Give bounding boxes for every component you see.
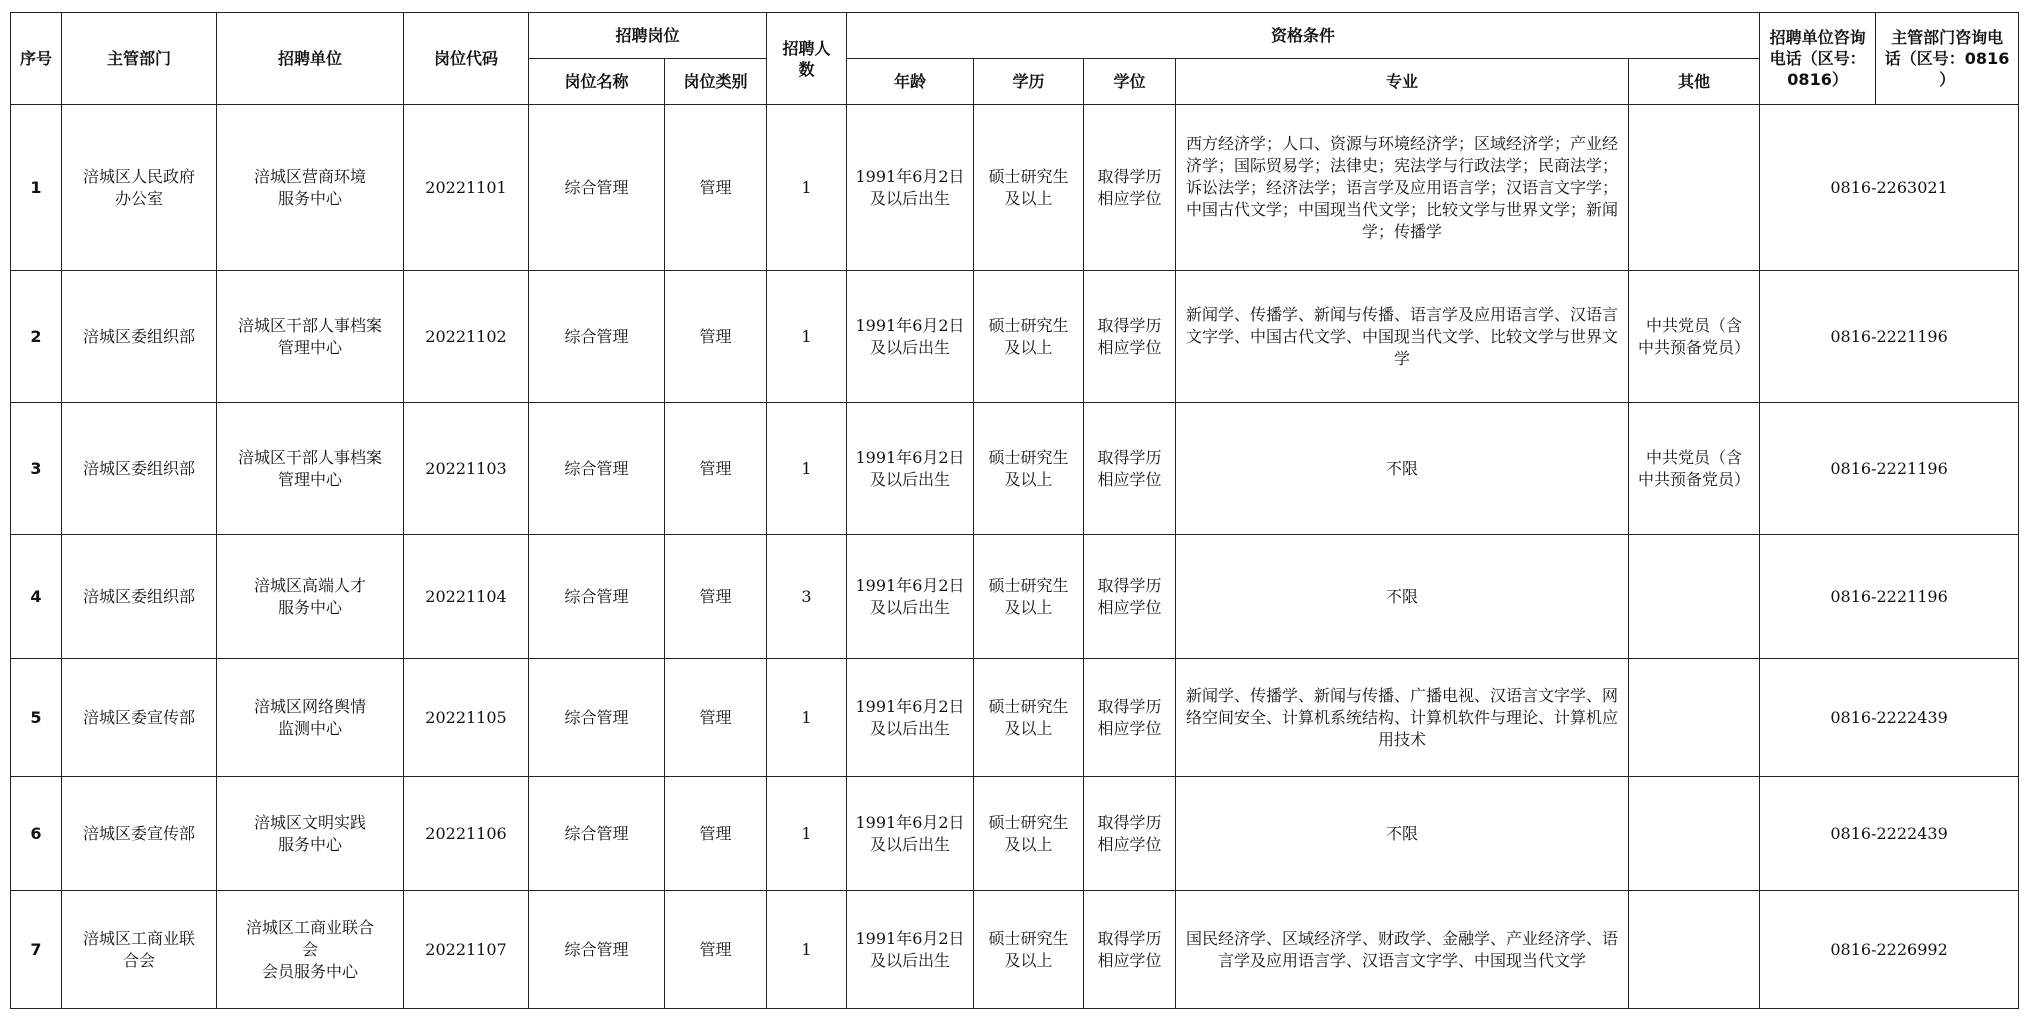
cell-major: 西方经济学；人口、资源与环境经济学；区域经济学；产业经济学；国际贸易学；法律史；宪法学与行政法学；民商法学；诉讼法学；经济法学；语言学及应用语言学；汉语言文字学；中国古代文学；中国现当代文学；比较文学与世界文学；新闻学；传播学 <box>1176 105 1629 271</box>
cell-edu: 硕士研究生 及以上 <box>974 777 1084 891</box>
cell-degree: 取得学历 相应学位 <box>1084 403 1176 535</box>
cell-code: 20221101 <box>404 105 529 271</box>
cell-other <box>1629 777 1760 891</box>
cell-unit: 涪城区营商环境 服务中心 <box>217 105 404 271</box>
cell-dept: 涪城区工商业联 合会 <box>62 891 217 1009</box>
cell-other <box>1629 535 1760 659</box>
cell-phone: 0816-2221196 <box>1760 535 2019 659</box>
cell-age: 1991年6月2日 及以后出生 <box>847 535 974 659</box>
cell-age: 1991年6月2日 及以后出生 <box>847 777 974 891</box>
cell-count: 3 <box>767 535 847 659</box>
cell-major: 不限 <box>1176 535 1629 659</box>
cell-code: 20221102 <box>404 271 529 403</box>
cell-seq: 7 <box>11 891 62 1009</box>
cell-post-type: 管理 <box>665 777 767 891</box>
cell-age: 1991年6月2日 及以后出生 <box>847 403 974 535</box>
table-row <box>11 271 2019 403</box>
cell-post-name: 综合管理 <box>529 659 665 777</box>
table-row <box>11 891 2019 1009</box>
cell-major: 新闻学、传播学、新闻与传播、广播电视、汉语言文字学、网络空间安全、计算机系统结构、计算机软件与理论、计算机应用技术 <box>1176 659 1629 777</box>
cell-degree: 取得学历 相应学位 <box>1084 777 1176 891</box>
header-post-name: 岗位名称 <box>529 59 665 105</box>
cell-degree: 取得学历 相应学位 <box>1084 105 1176 271</box>
cell-phone: 0816-2222439 <box>1760 659 2019 777</box>
cell-degree: 取得学历 相应学位 <box>1084 535 1176 659</box>
header-code: 岗位代码 <box>404 13 529 105</box>
cell-major: 不限 <box>1176 777 1629 891</box>
cell-post-type: 管理 <box>665 271 767 403</box>
cell-code: 20221103 <box>404 403 529 535</box>
cell-age: 1991年6月2日 及以后出生 <box>847 105 974 271</box>
cell-phone: 0816-2226992 <box>1760 891 2019 1009</box>
recruitment-table <box>10 12 2019 1009</box>
cell-post-name: 综合管理 <box>529 403 665 535</box>
cell-phone: 0816-2221196 <box>1760 271 2019 403</box>
header-dept-phone: 主管部门咨询电 话（区号：0816 ） <box>1876 13 2019 105</box>
header-degree: 学位 <box>1084 59 1176 105</box>
table-row <box>11 403 2019 535</box>
header-other: 其他 <box>1629 59 1760 105</box>
cell-seq: 5 <box>11 659 62 777</box>
cell-post-name: 综合管理 <box>529 891 665 1009</box>
cell-age: 1991年6月2日 及以后出生 <box>847 271 974 403</box>
cell-unit: 涪城区工商业联合 会 会员服务中心 <box>217 891 404 1009</box>
cell-seq: 1 <box>11 105 62 271</box>
cell-major: 国民经济学、区域经济学、财政学、金融学、产业经济学、语言学及应用语言学、汉语言文字学、中国现当代文学 <box>1176 891 1629 1009</box>
table-row <box>11 535 2019 659</box>
header-major: 专业 <box>1176 59 1629 105</box>
cell-code: 20221106 <box>404 777 529 891</box>
cell-other: 中共党员（含 中共预备党员） <box>1629 403 1760 535</box>
cell-unit: 涪城区高端人才 服务中心 <box>217 535 404 659</box>
cell-dept: 涪城区委组织部 <box>62 271 217 403</box>
cell-count: 1 <box>767 105 847 271</box>
cell-count: 1 <box>767 891 847 1009</box>
cell-count: 1 <box>767 777 847 891</box>
cell-post-type: 管理 <box>665 891 767 1009</box>
cell-phone: 0816-2263021 <box>1760 105 2019 271</box>
cell-unit: 涪城区文明实践 服务中心 <box>217 777 404 891</box>
cell-age: 1991年6月2日 及以后出生 <box>847 891 974 1009</box>
cell-post-name: 综合管理 <box>529 535 665 659</box>
cell-unit: 涪城区干部人事档案 管理中心 <box>217 271 404 403</box>
header-post-group: 招聘岗位 <box>529 13 767 59</box>
cell-seq: 2 <box>11 271 62 403</box>
cell-dept: 涪城区委宣传部 <box>62 659 217 777</box>
header-dept: 主管部门 <box>62 13 217 105</box>
cell-code: 20221104 <box>404 535 529 659</box>
cell-seq: 4 <box>11 535 62 659</box>
cell-count: 1 <box>767 271 847 403</box>
cell-dept: 涪城区委宣传部 <box>62 777 217 891</box>
header-post-type: 岗位类别 <box>665 59 767 105</box>
header-edu: 学历 <box>974 59 1084 105</box>
cell-post-type: 管理 <box>665 403 767 535</box>
cell-code: 20221105 <box>404 659 529 777</box>
cell-other <box>1629 659 1760 777</box>
cell-seq: 6 <box>11 777 62 891</box>
cell-phone: 0816-2221196 <box>1760 403 2019 535</box>
cell-dept: 涪城区委组织部 <box>62 535 217 659</box>
cell-degree: 取得学历 相应学位 <box>1084 271 1176 403</box>
cell-unit: 涪城区干部人事档案 管理中心 <box>217 403 404 535</box>
cell-phone: 0816-2222439 <box>1760 777 2019 891</box>
header-qual-group: 资格条件 <box>847 13 1760 59</box>
cell-dept: 涪城区人民政府 办公室 <box>62 105 217 271</box>
cell-edu: 硕士研究生 及以上 <box>974 105 1084 271</box>
cell-count: 1 <box>767 659 847 777</box>
cell-count: 1 <box>767 403 847 535</box>
table-row <box>11 777 2019 891</box>
cell-post-type: 管理 <box>665 105 767 271</box>
cell-edu: 硕士研究生 及以上 <box>974 403 1084 535</box>
cell-unit: 涪城区网络舆情 监测中心 <box>217 659 404 777</box>
cell-edu: 硕士研究生 及以上 <box>974 891 1084 1009</box>
cell-post-type: 管理 <box>665 659 767 777</box>
table-row <box>11 659 2019 777</box>
header-count: 招聘人 数 <box>767 13 847 105</box>
header-row-1 <box>11 13 2019 59</box>
cell-other: 中共党员（含 中共预备党员） <box>1629 271 1760 403</box>
header-seq: 序号 <box>11 13 62 105</box>
cell-degree: 取得学历 相应学位 <box>1084 659 1176 777</box>
cell-dept: 涪城区委组织部 <box>62 403 217 535</box>
cell-edu: 硕士研究生 及以上 <box>974 659 1084 777</box>
table-row <box>11 105 2019 271</box>
cell-other <box>1629 891 1760 1009</box>
cell-post-name: 综合管理 <box>529 777 665 891</box>
cell-edu: 硕士研究生 及以上 <box>974 271 1084 403</box>
cell-seq: 3 <box>11 403 62 535</box>
cell-degree: 取得学历 相应学位 <box>1084 891 1176 1009</box>
header-age: 年龄 <box>847 59 974 105</box>
cell-major: 新闻学、传播学、新闻与传播、语言学及应用语言学、汉语言文字学、中国古代文学、中国现当代文学、比较文学与世界文学 <box>1176 271 1629 403</box>
cell-code: 20221107 <box>404 891 529 1009</box>
header-unit-phone: 招聘单位咨询 电话（区号： 0816） <box>1760 13 1876 105</box>
cell-major: 不限 <box>1176 403 1629 535</box>
cell-age: 1991年6月2日 及以后出生 <box>847 659 974 777</box>
cell-post-name: 综合管理 <box>529 271 665 403</box>
cell-post-type: 管理 <box>665 535 767 659</box>
header-unit: 招聘单位 <box>217 13 404 105</box>
cell-post-name: 综合管理 <box>529 105 665 271</box>
cell-other <box>1629 105 1760 271</box>
cell-edu: 硕士研究生 及以上 <box>974 535 1084 659</box>
